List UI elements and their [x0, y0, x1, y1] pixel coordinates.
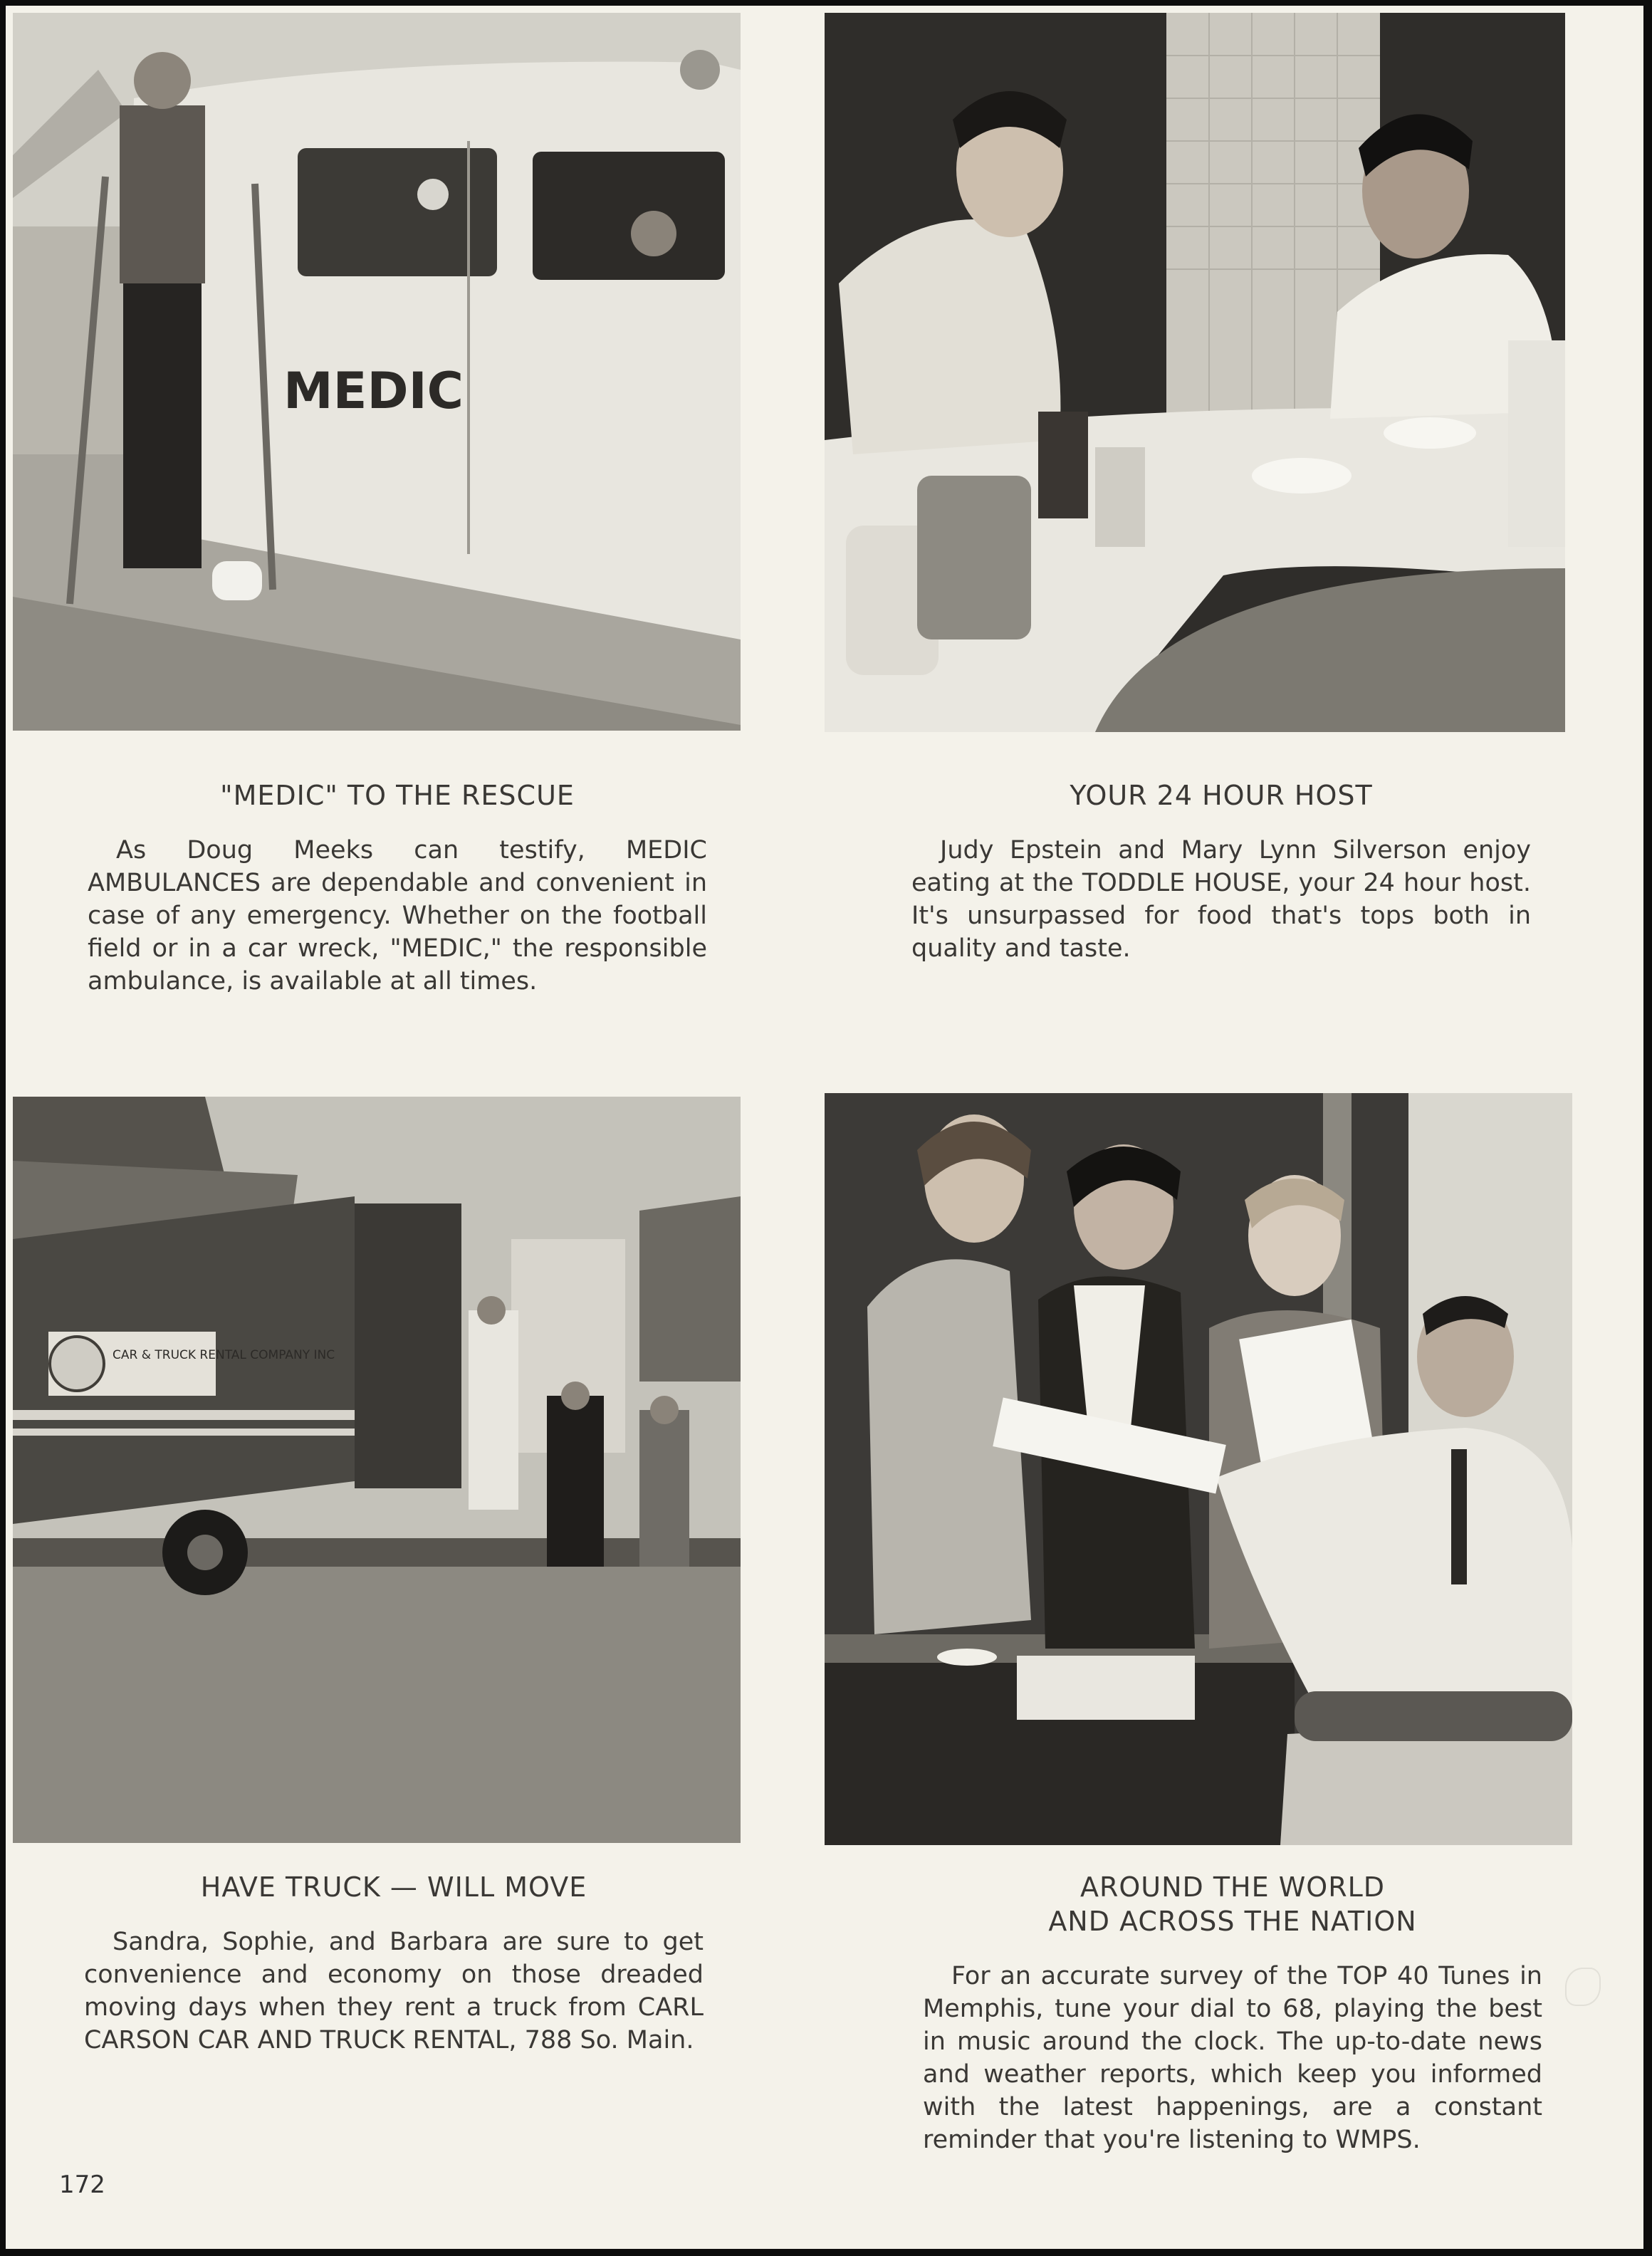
- caption-title: [911, 778, 1531, 813]
- decorative-leaf-mark: [1565, 1968, 1601, 2006]
- caption-medic: [88, 778, 707, 998]
- caption-title: [88, 778, 707, 813]
- caption-body: For an accurate survey of the TOP 40 Tunes in Memphis, tune your dial to 68, playing the best in music around the clock. The up-to-date news and weather reports, which keep you informed with the latest happenings, are a constant reminder that you're listening to WMPS.: [923, 1962, 1542, 2154]
- caption-title-line: HAVE TRUCK — WILL MOVE: [200, 1871, 587, 1903]
- caption-wmps: [923, 1870, 1542, 2156]
- page-number: 172: [59, 2171, 105, 2199]
- caption-title-line: AROUND THE WORLD: [1079, 1871, 1386, 1903]
- caption-title: [84, 1870, 704, 1904]
- photo-diner: [825, 13, 1565, 732]
- photo-truck: [13, 1097, 741, 1843]
- caption-truck-rental: [84, 1870, 704, 2057]
- photo-ambulance: [13, 13, 741, 731]
- caption-body: Sandra, Sophie, and Barbara are sure to get convenience and economy on those dreaded moving days when they rent a truck from CARL CARSON CAR AND TRUCK RENTAL, 788 So. Main.: [84, 1928, 704, 2054]
- truck-sign-lettering: CAR & TRUCK RENTAL COMPANY INC: [113, 1348, 335, 1362]
- caption-title: [923, 1870, 1542, 1938]
- caption-toddle-house: [911, 778, 1531, 965]
- caption-title-line: YOUR 24 HOUR HOST: [1070, 780, 1373, 811]
- medic-door-lettering: MEDIC: [283, 362, 464, 420]
- yearbook-page: [6, 6, 1643, 2249]
- caption-title-line: AND ACROSS THE NATION: [1048, 1906, 1417, 1937]
- photo-radio-studio: [825, 1093, 1572, 1845]
- caption-body: As Doug Meeks can testify, MEDIC AMBULANCES are dependable and convenient in case of any emergency. Whether on the football field or in a car wreck, "MEDIC," the responsible ambulance, is available at all times.: [88, 836, 707, 996]
- caption-title-line: "MEDIC" TO THE RESCUE: [220, 780, 575, 811]
- caption-body: Judy Epstein and Mary Lynn Silverson enjoy eating at the TODDLE HOUSE, your 24 hour host. It's unsurpassed for food that's tops both in quality and taste.: [911, 836, 1531, 963]
